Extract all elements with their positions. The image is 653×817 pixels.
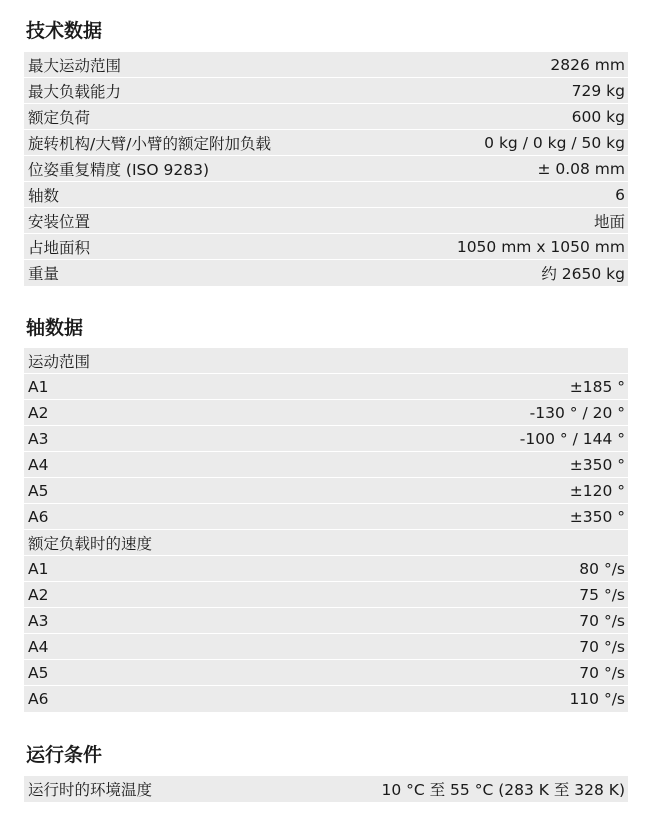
row-label: 最大运动范围 — [28, 56, 122, 75]
row-value: ± 0.08 mm — [537, 159, 625, 178]
table-row — [24, 452, 628, 478]
row-value: 70 °/s — [579, 663, 625, 682]
tech-data-section — [24, 16, 628, 286]
table-row — [24, 104, 628, 130]
row-label: A5 — [28, 481, 49, 500]
axis-data-title: 轴数据 — [26, 317, 84, 339]
table-row — [24, 504, 628, 530]
table-row — [24, 260, 628, 286]
range-header-row — [24, 348, 628, 374]
row-label: A4 — [28, 637, 49, 656]
row-label: 运行时的环境温度 — [28, 781, 153, 799]
table-row — [24, 78, 628, 104]
conditions-table — [24, 776, 628, 802]
conditions-title: 运行条件 — [26, 744, 103, 766]
row-value: 110 °/s — [569, 690, 625, 708]
row-label: A1 — [28, 377, 49, 396]
row-label: A3 — [28, 429, 49, 448]
row-label: A1 — [28, 559, 49, 578]
row-label: A4 — [28, 455, 49, 474]
table-row — [24, 208, 628, 234]
row-label: A5 — [28, 663, 49, 682]
conditions-section — [24, 740, 628, 802]
row-value: -130 ° / 20 ° — [529, 403, 625, 422]
table-row — [24, 776, 628, 802]
axis-data-table — [24, 348, 628, 712]
row-label: A2 — [28, 403, 49, 422]
tech-data-table — [24, 52, 628, 286]
row-label: 重量 — [28, 265, 60, 283]
row-value: 6 — [615, 185, 625, 204]
row-label: 安装位置 — [28, 212, 91, 231]
row-label: 位姿重复精度 (ISO 9283) — [28, 160, 210, 179]
row-value: -100 ° / 144 ° — [519, 429, 625, 448]
tech-data-title: 技术数据 — [26, 20, 103, 42]
table-row — [24, 400, 628, 426]
row-value: 10 °C 至 55 °C (283 K 至 328 K) — [381, 781, 625, 799]
table-row — [24, 182, 628, 208]
range-header: 运动范围 — [28, 352, 91, 371]
row-label: 最大负载能力 — [28, 82, 122, 101]
table-row — [24, 130, 628, 156]
table-row — [24, 374, 628, 400]
row-value: 2826 mm — [550, 55, 625, 74]
row-label: A3 — [28, 611, 49, 630]
row-value: 70 °/s — [579, 611, 625, 630]
table-row — [24, 660, 628, 686]
table-row — [24, 556, 628, 582]
row-value: ±350 ° — [569, 455, 625, 474]
speed-header-row — [24, 530, 628, 556]
table-row — [24, 686, 628, 712]
row-value: 729 kg — [571, 81, 625, 100]
row-value: 70 °/s — [579, 637, 625, 656]
row-label: 额定负荷 — [28, 108, 91, 127]
table-row — [24, 634, 628, 660]
row-value: 1050 mm x 1050 mm — [456, 237, 625, 256]
table-row — [24, 234, 628, 260]
table-row — [24, 478, 628, 504]
row-value: ±350 ° — [569, 507, 625, 526]
row-value: 75 °/s — [579, 585, 625, 604]
row-label: A2 — [28, 585, 49, 604]
row-value: 80 °/s — [579, 559, 625, 578]
table-row — [24, 156, 628, 182]
table-row — [24, 426, 628, 452]
axis-data-section — [24, 313, 628, 712]
row-value: 0 kg / 0 kg / 50 kg — [484, 133, 625, 152]
row-value: 约 2650 kg — [541, 265, 625, 283]
row-value: ±120 ° — [569, 481, 625, 500]
row-value: 600 kg — [571, 107, 625, 126]
row-label: 轴数 — [28, 186, 60, 205]
row-value: 地面 — [593, 212, 625, 231]
table-row — [24, 52, 628, 78]
row-label: 旋转机构/大臂/小臂的额定附加负载 — [28, 134, 271, 153]
row-value: ±185 ° — [569, 377, 625, 396]
row-label: A6 — [28, 690, 49, 708]
row-label: 占地面积 — [28, 238, 91, 257]
table-row — [24, 608, 628, 634]
row-label: A6 — [28, 507, 49, 526]
speed-header: 额定负载时的速度 — [28, 534, 153, 553]
table-row — [24, 582, 628, 608]
